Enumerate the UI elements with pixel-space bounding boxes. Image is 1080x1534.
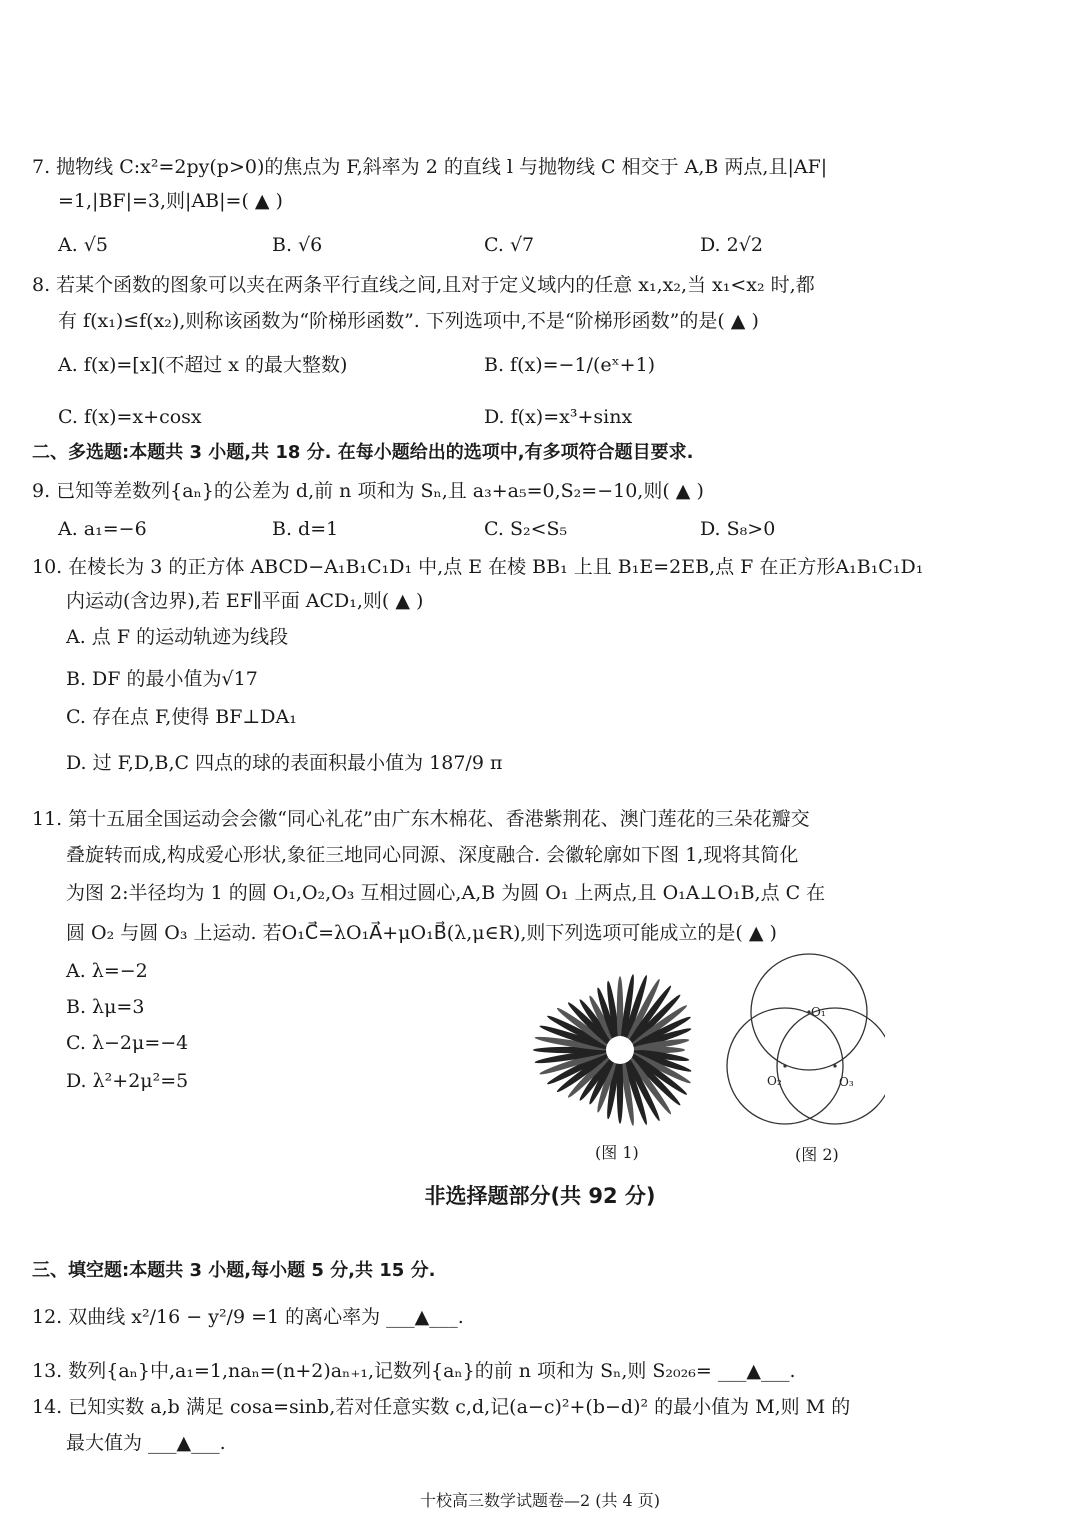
- q10-option-b: B. DF 的最小值为√17: [66, 668, 258, 690]
- q9-line1: 9. 已知等差数列{aₙ}的公差为 d,前 n 项和为 Sₙ,且 a₃+a₅=0,S₂=−10,则( ▲ ): [32, 480, 704, 502]
- q11-line1: 11. 第十五届全国运动会会徽“同心礼花”由广东木棉花、香港紫荆花、澳门莲花的三朵花瓣交: [32, 808, 810, 830]
- q7-option-d: D. 2√2: [700, 234, 763, 256]
- figure-2-caption: (图 2): [795, 1145, 839, 1164]
- q14-line2: 最大值为 ___▲___.: [66, 1432, 226, 1454]
- q9-option-b: B. d=1: [272, 518, 339, 540]
- q7-line2: =1,|BF|=3,则|AB|=( ▲ ): [58, 190, 283, 212]
- label-o2: O₂: [767, 1074, 782, 1088]
- section-3-heading: 三、填空题:本题共 3 小题,每小题 5 分,共 15 分.: [32, 1260, 436, 1281]
- q12: 12. 双曲线 x²/16 − y²/9 =1 的离心率为 ___▲___.: [32, 1306, 464, 1328]
- q10-option-d: D. 过 F,D,B,C 四点的球的表面积最小值为 187/9 π: [66, 752, 503, 774]
- part-2-title: 非选择题部分(共 92 分): [424, 1184, 656, 1208]
- q11-line2: 叠旋转而成,构成爱心形状,象征三地同心同源、深度融合. 会徽轮廓如下图 1,现将其简化: [66, 844, 799, 866]
- q11-option-b: B. λμ=3: [66, 996, 145, 1018]
- q7-line1: 7. 抛物线 C:x²=2py(p>0)的焦点为 F,斜率为 2 的直线 l 与抛物线 C 相交于 A,B 两点,且|AF|: [32, 156, 828, 178]
- q10-line1: 10. 在棱长为 3 的正方体 ABCD−A₁B₁C₁D₁ 中,点 E 在棱 BB₁ 上且 B₁E=2EB,点 F 在正方形A₁B₁C₁D₁: [32, 556, 924, 578]
- page-footer: 十校高三数学试题卷—2 (共 4 页): [419, 1491, 661, 1510]
- q9-option-a: A. a₁=−6: [58, 518, 147, 540]
- q11-line4: 圆 O₂ 与圆 O₃ 上运动. 若O₁C⃗=λO₁A⃗+μO₁B⃗(λ,μ∈R),则下列选项可能成立的是( ▲ ): [66, 922, 777, 944]
- emblem-figure: [520, 960, 720, 1130]
- q8-option-c: C. f(x)=x+cosx: [58, 406, 202, 428]
- three-circles-figure: [725, 940, 885, 1130]
- q8-option-b: B. f(x)=−1/(eˣ+1): [484, 354, 656, 376]
- q7-option-c: C. √7: [484, 234, 535, 256]
- q11-option-d: D. λ²+2μ²=5: [66, 1070, 189, 1092]
- q11-option-c: C. λ−2μ=−4: [66, 1032, 189, 1054]
- q14-line1: 14. 已知实数 a,b 满足 cosa=sinb,若对任意实数 c,d,记(a−c)²+(b−d)² 的最小值为 M,则 M 的: [32, 1396, 851, 1418]
- q11-line3: 为图 2:半径均为 1 的圆 O₁,O₂,O₃ 互相过圆心,A,B 为圆 O₁ 上两点,且 O₁A⊥O₁B,点 C 在: [66, 882, 826, 904]
- q11-option-a: A. λ=−2: [66, 960, 148, 982]
- label-o1: O₁: [811, 1005, 826, 1019]
- q7-option-b: B. √6: [272, 234, 323, 256]
- q8-option-a: A. f(x)=[x](不超过 x 的最大整数): [58, 354, 348, 376]
- q9-option-c: C. S₂<S₅: [484, 518, 568, 540]
- emblem-center: [606, 1036, 634, 1064]
- q9-option-d: D. S₈>0: [700, 518, 776, 540]
- label-o3: O₃: [839, 1075, 854, 1089]
- q10-option-c: C. 存在点 F,使得 BF⊥DA₁: [66, 706, 297, 728]
- figure-1-caption: (图 1): [595, 1143, 639, 1162]
- q8-option-d: D. f(x)=x³+sinx: [484, 406, 633, 428]
- q7-option-a: A. √5: [58, 234, 108, 256]
- q8-line1: 8. 若某个函数的图象可以夹在两条平行直线之间,且对于定义域内的任意 x₁,x₂,当 x₁<x₂ 时,都: [32, 274, 815, 296]
- q10-line2: 内运动(含边界),若 EF∥平面 ACD₁,则( ▲ ): [66, 590, 424, 612]
- section-2-heading: 二、多选题:本题共 3 小题,共 18 分. 在每小题给出的选项中,有多项符合题目要求.: [32, 442, 694, 463]
- q10-option-a: A. 点 F 的运动轨迹为线段: [66, 626, 289, 648]
- q8-line2: 有 f(x₁)≤f(x₂),则称该函数为“阶梯形函数”. 下列选项中,不是“阶梯形函数”的是( ▲ ): [58, 310, 759, 332]
- q13: 13. 数列{aₙ}中,a₁=1,naₙ=(n+2)aₙ₊₁,记数列{aₙ}的前 n 项和为 Sₙ,则 S₂₀₂₆= ___▲___.: [32, 1360, 796, 1382]
